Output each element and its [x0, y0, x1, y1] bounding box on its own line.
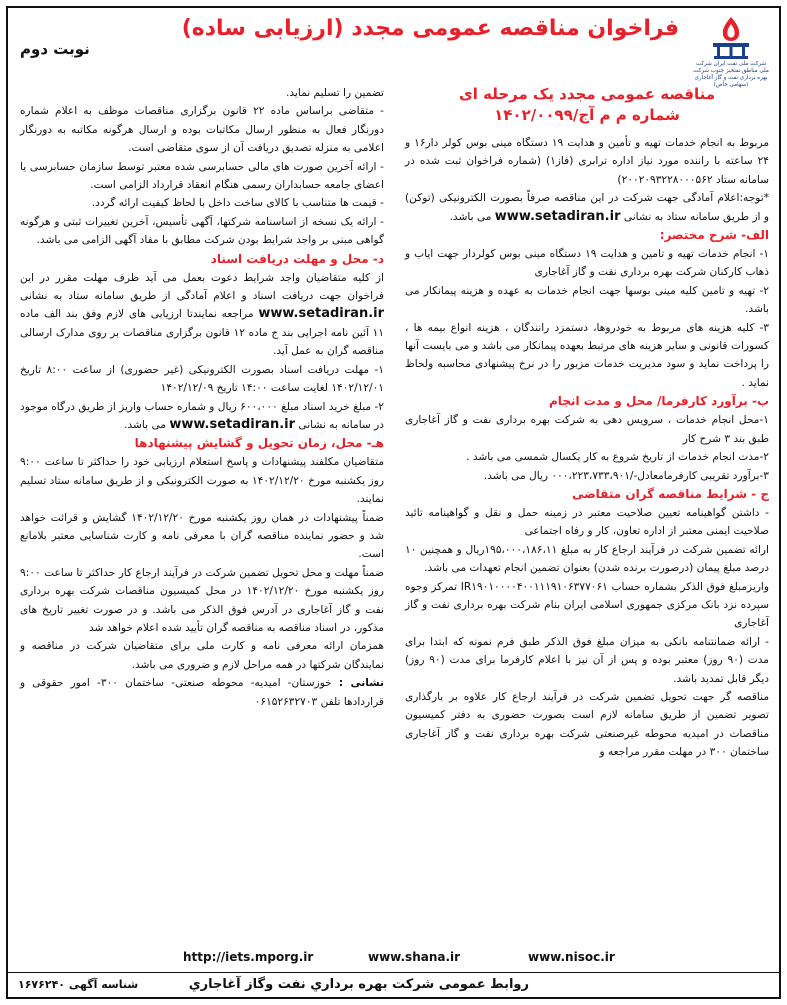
publication-round: نوبت دوم	[20, 40, 90, 58]
be-item-2: ۲-مدت انجام خدمات از تاریخ شروع به کار یکسال شمسی می باشد .	[466, 451, 769, 464]
alef-item-1: ۱- انجام خدمات تهیه و تامین و هدایت ۱۹ دستگاه مینی بوس کولردار جهت ایاب و ذهاب کارکنان شرکت بهره برداری نفت و گاز آغاجاری	[405, 248, 769, 279]
right-column	[405, 84, 769, 762]
section-jim-heading: ج - شرایط مناقصه گران متقاضی	[571, 486, 769, 501]
dal-paragraph: از کلیه متقاضیان واجد شرایط دعوت بعمل می آید ظرف مهلت مقرر در این فراخوان جهت دریافت اسناد و اعلام آمادگی از طریق سامانه ستاد به نشانی www.setadiran.ir مراجعه نمایندتا ارزیابی های لازم وفق بند الف ماده ۱۱ آئین نامه اجرایی بند ج ماده ۱۲ قانون برگزاری مناقصات بر روی مدارک ارسالی مناقصه گران به عمل آید.	[20, 271, 385, 358]
notice-title: فراخوان مناقصه عمومی مجدد (ارزیابی ساده)	[181, 16, 679, 41]
tender-type: مناقصه عمومی مجدد یک مرحله ای	[458, 85, 715, 103]
alef-item-3: ۳- کلیه هزینه های مربوط به خودروها، دستمزد رانندگان ، هزینه انواع بیمه ها ، کسورات قانونی و سایر هزینه های مرتبط بعهده پیمانکار می باشد و می بایست آنها را پرداخت نماید و سود مدیریت خدمات مزبور را در نرخ پیشنهادی محاسبه ولحاظ نماید .	[405, 321, 769, 389]
ad-code: شناسه آگهی ۱۶۷۶۲۴۰	[18, 978, 139, 991]
he-item-3: ضمناً مهلت و محل تحویل تضمین شرکت در فرآیند ارجاع کار حداکثر تا ساعت ۹:۰۰ روز یکشنبه مورخ ۱۴۰۲/۱۲/۲۰ در محل کمیسیون مناقصات شرکت بهره برداری نفت و گاز آغاجاری در آدرس فوق الذکر می باشد. و در صورت تغییر تاریخ های مذکور، در اسناد مناقصه به مناقصه گران تأیید شده اعلام خواهد شد	[20, 566, 385, 634]
company-logo	[691, 14, 771, 89]
tender-notice	[6, 6, 781, 999]
condition-prices: - قیمت ها متناسب با کالای ساخت داخل با لحاظ کیفیت ارائه گردد.	[91, 197, 384, 210]
be-item-1: ۱-محل انجام خدمات ، سرویس دهی به شرکت بهره برداری نفت و گاز آغاجاری طبق بند ۳ شرح کار	[405, 414, 769, 445]
section-dal-heading: د- محل و مهلت دریافت اسناد	[210, 251, 384, 266]
jim-item-4: - ارائه ضمانتنامه بانکی به میزان مبلغ فوق الذکر طبق فرم نمونه که ابتدا برای مدت (۹۰ روز) معتبر بوده و پس از آن نیز با اعلام کارفرما برای مدت (۹۰ روز) دیگر قابل تمدید باشد.	[405, 635, 769, 685]
jim-item-3: واریزمبلغ فوق الذکر بشماره حساب IR۱۹۰۱۰۰۰۰۴۰۰۱۱۱۹۱۰۶۳۷۷۰۶۱ تمرکز وجوه سپرده نزد بانک مرکزی جمهوری اسلامی ایران بنام شرکت بهره برداری نفت و گاز آغاجاری	[405, 580, 769, 630]
publisher-name: روابط عمومی شرکت بهره برداري نفت وگاز آغاجاري	[188, 977, 529, 992]
section-be-heading: ب- برآورد کارفرما/ محل و مدت انجام	[549, 394, 769, 409]
dal-item-2: ۲- مبلغ خرید اسناد مبلغ ۶۰۰،۰۰۰ ریال و شماره حساب واریز از طریق درگاه موجود در سامانه به نشانی www.setadiran.ir می باشد.	[20, 400, 384, 432]
he-item-2: ضمناً پیشنهادات در همان روز یکشنبه مورخ ۱۴۰۲/۱۲/۲۰ گشایش و قرائت خواهد شد و حضور نماینده مناقصه گران با معرفی نامه و کارت شناسایی معتبر بلامانع است.	[20, 511, 384, 561]
left-column	[20, 84, 384, 711]
condition-documents: - ارائه یک نسخه از اساسنامه شرکتها، آگهی تأسیس، آخرین تغییرات ثبتی و هرگونه گواهی مبنی بر واجد شرایط بودن شرکت مطابق با مفاد آگهی الزامی می باشد.	[20, 215, 384, 247]
be-item-3: ۳-برآورد تقریبی کارفرمامعادل-/۰۰۰،۲۲۳،۷۳۳،۹۰۱ ریال می باشد.	[483, 469, 769, 482]
setadiran-link[interactable]: www.setadiran.ir	[169, 416, 296, 432]
jim-item-5: مناقصه گر جهت تحویل تضمین شرکت در فرآیند ارجاع کار علاوه بر بارگذاری تصویر تضمین از طریق سامانه لازم است بصورت حضوری به دفتر کمیسیون مناقصات در امیدیه محوطه غیرصنعتی شرکت بهره برداری نفت و گاز آغاجاری ساختمان ۳۰۰ در مهلت مقرر مراجعه و	[405, 690, 769, 759]
link-nisoc[interactable]: www.nisoc.ir	[528, 950, 615, 964]
note-paragraph: *توجه:اعلام آمادگی جهت شرکت در این مناقصه صرفاً بصورت الکترونیکی (توکن) و از طریق سامانه ستاد به نشانی www.setadiran.ir می باشد.	[405, 192, 769, 224]
alef-item-2: ۲- تهیه و تامین کلیه مینی بوسها جهت انجام خدمات به عهده و هزینه پیمانکار می باشد.	[405, 284, 769, 316]
address: نشانی : خوزستان- امیدیه- محوطه صنعتی- ساختمان ۳۰۰- امور حقوقی و قراردادها تلفن ۰۶۱۵۲۶۳۲۷۰۳	[20, 677, 384, 708]
nioc-logo-icon	[708, 14, 754, 60]
setadiran-link[interactable]: www.setadiran.ir	[258, 306, 385, 322]
footer-links	[8, 950, 779, 968]
jim-item-2: ارائه تضمین شرکت در فرآیند ارجاع کار به مبلغ ۱۹۵،۰۰۰،۱۸۶،۱۱ریال و همچنین ۱۰ درصد مبلغ پیمان (درصورت برنده شدن) بعنوان تضمین انجام تعهدات می باشد.	[405, 543, 769, 575]
setadiran-link[interactable]: www.setadiran.ir	[494, 208, 621, 224]
link-shana[interactable]: www.shana.ir	[368, 950, 461, 964]
footer-bar	[8, 972, 779, 999]
dal-item-1: ۱- مهلت دریافت اسناد بصورت الکترونیکی (غیر حضوری) از ساعت ۸:۰۰ تاریخ ۱۴۰۲/۱۲/۰۱ لغایت ساعت ۱۴:۰۰ تاریخ ۱۴۰۲/۱۲/۰۹	[20, 363, 384, 395]
section-alef-heading: الف- شرح مختصر:	[659, 228, 769, 243]
continued-text: تضمین را تسلیم نماید.	[285, 87, 384, 99]
condition-financials: - ارائه آخرین صورت های مالی حسابرسی شده معتبر توسط سازمان حسابرسی یا اعضای جامعه حسابداران رسمی هنگام انعقاد قرارداد الزامی است.	[20, 160, 384, 192]
section-he-heading: هـ- محل، زمان تحویل و گشایش پیشنهادها	[134, 436, 384, 451]
link-iets[interactable]: http://iets.mporg.ir	[183, 950, 314, 964]
notice-header	[8, 8, 779, 86]
logo-caption: شرکت ملی نفت ایران شرکت ملی مناطق نفتخیز جنوب شرکت بهره برداری نفت و گاز آغاجاری (سهامی خاص)	[693, 61, 769, 88]
condition-fax: - متقاضی براساس ماده ۲۲ قانون برگزاری مناقصات موظف به اعلام شماره دورنگار فعال به منظور ارسال مکاتبات بوده و ارسال هرگونه مکاتبه به دورنگار اعلامی به منزله تصدیق دریافت آن از سوی متقاضی است.	[20, 105, 384, 155]
tender-number: شماره م م آج/۱۴۰۲/۰۰۹۹	[494, 106, 680, 124]
he-item-4: همزمان ارائه معرفی نامه و کارت ملی برای متقاضیان شرکت در مناقصه و نمایندگان شرکتها در همه مراحل لازم و ضروری می باشد.	[20, 640, 384, 671]
intro-paragraph: مربوط به انجام خدمات تهیه و تأمین و هدایت ۱۹ دستگاه مینی بوس کولر دار۱۶ و ۲۴ ساعته با راننده مورد نیاز اداره ترابری (فاز۱) (شماره فراخوان ثبت شده در سامانه ستاد ۲۰۰۲۰۹۳۲۲۸۰۰۰۵۶۲)	[405, 137, 770, 186]
jim-item-1: - داشتن گواهینامه تعیین صلاحیت معتبر در زمینه حمل و نقل و گواهینامه تائید صلاحیت ایمنی معتبر از اداره تعاون، کار و رفاه اجتماعی	[405, 506, 769, 538]
he-item-1: متقاضیان مکلفند پیشنهادات و پاسخ استعلام ارزیابی خود را حداکثر تا ساعت ۹:۰۰ روز یکشنبه مورخ ۱۴۰۲/۱۲/۲۰ به صورت الکترونیکی و از طریق سامانه ستاد تسلیم نمایند.	[20, 456, 384, 506]
